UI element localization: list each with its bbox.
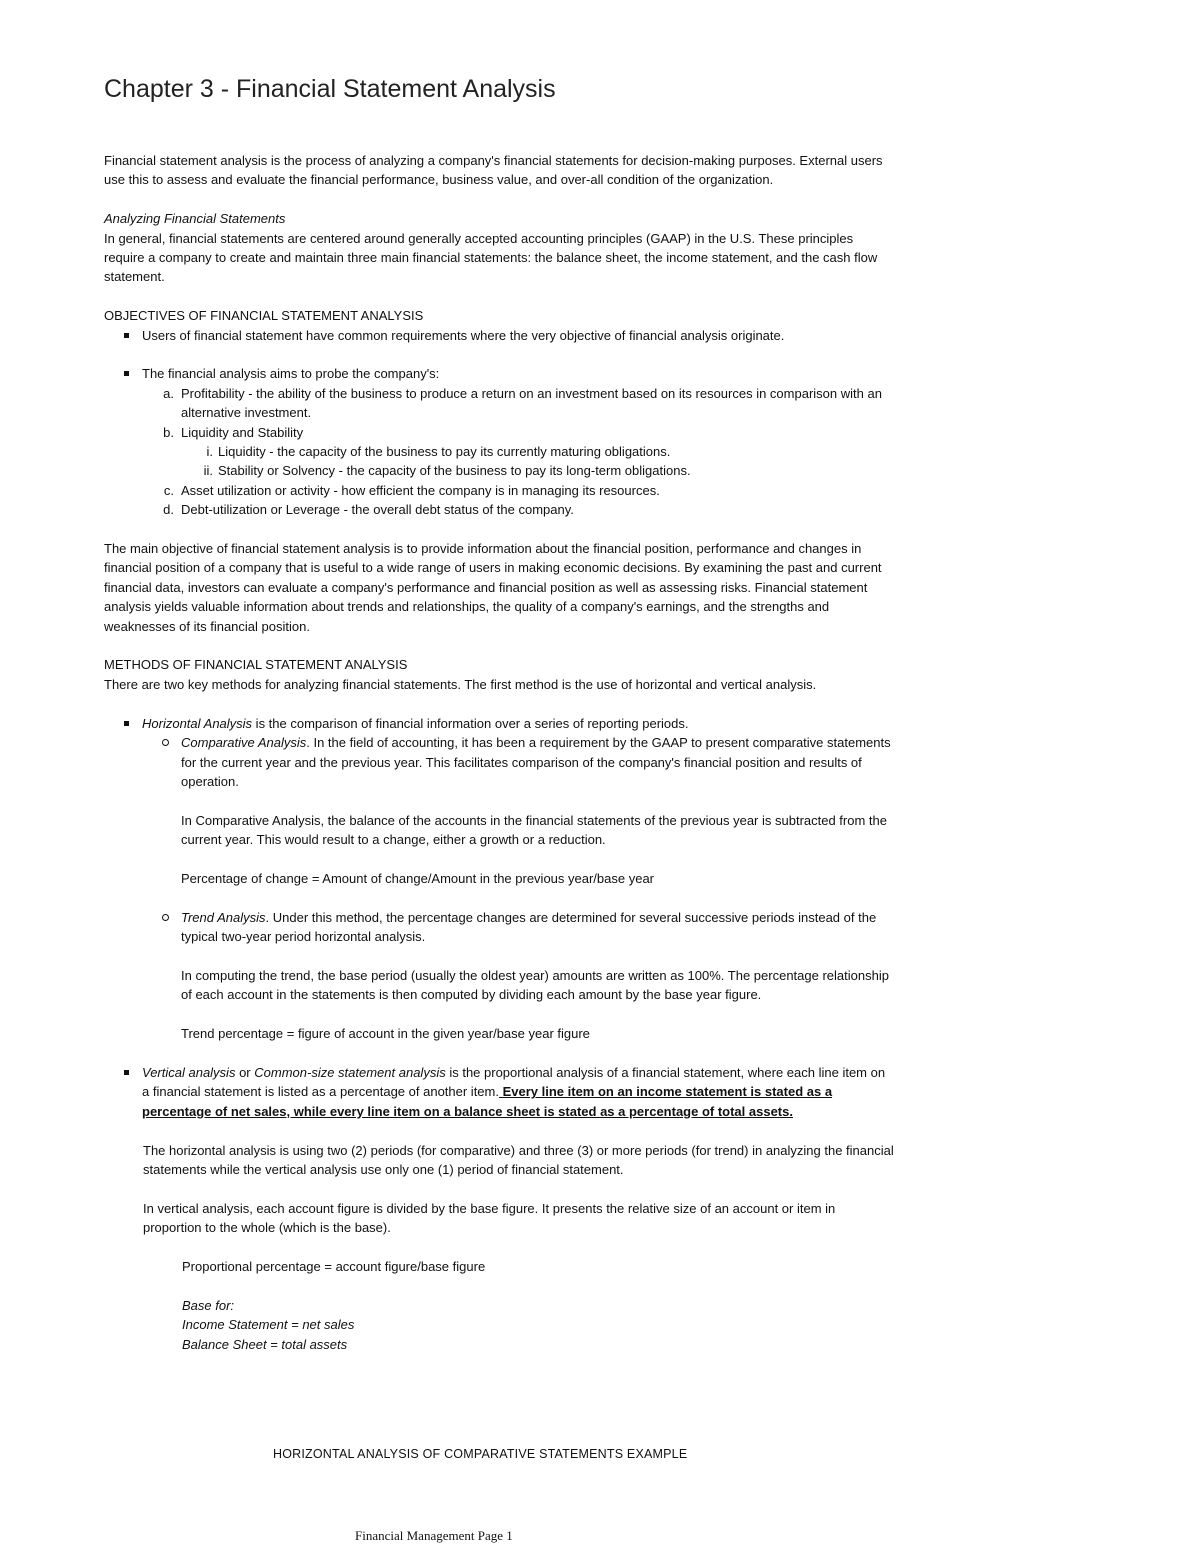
vertical-paragraph-2: In vertical analysis, each account figure is divided by the base figure. It presents the relative size of an account or item in proportion to the whole (which is the base). bbox=[143, 1200, 836, 1236]
methods-heading: METHODS OF FINANCIAL STATEMENT ANALYSIS bbox=[104, 657, 408, 673]
analyzing-paragraph: In general, financial statements are centered around generally accepted accounting principles (GAAP) in the U.S. These principles require a company to create and maintain three main financial statements: the balance sheet, the income statement, and the cash flow statement. bbox=[104, 230, 878, 285]
page-footer: Financial Management Page 1 bbox=[355, 1528, 513, 1543]
objectives-list-2 bbox=[104, 364, 894, 519]
main-objective-paragraph: The main objective of financial statement analysis is to provide information about the financial position, performance and changes in financial position of a company that is useful to a wide range of users in making economic decisions. By examining the past and current financial data, investors can evaluate a company's performance and financial position as well as assessing risks. Financial statement analysis yields valuable information about trends and relationships, the quality of a company's earnings, and the strengths and weaknesses of its financial position. bbox=[104, 541, 882, 634]
methods-intro: There are two key methods for analyzing financial statements. The first method is the use of horizontal and vertical analysis. bbox=[104, 676, 817, 692]
vertical-list bbox=[104, 1063, 894, 1121]
list-item: Trend Analysis. Under this method, the percentage changes are determined for several successive periods instead of the typical two-year period horizontal analysis. In computing the trend, the base period (usually the oldest year) amounts are written as 100%. The percentage relationship of each account in the statements is then computed by dividing each amount by the base year figure. Trend percentage = figure of account in the given year/base year figure bbox=[162, 908, 894, 1044]
comparative-formula: Percentage of change = Amount of change/Amount in the previous year/base year bbox=[181, 870, 655, 886]
list-item: b. Liquidity and Stability i. Liquidity - the capacity of the business to pay its currently maturing obligations. ii. Stability or Solvency - the capacity of the business to pay its long-term obligations. bbox=[162, 423, 894, 481]
list-item: i. Liquidity - the capacity of the business to pay its currently maturing obligations. bbox=[206, 444, 671, 460]
base-balance: Balance Sheet = total assets bbox=[182, 1336, 348, 1352]
list-item: Users of financial statement have common requirements where the very objective of financial analysis originate. bbox=[122, 326, 894, 345]
example-heading: HORIZONTAL ANALYSIS OF COMPARATIVE STATEMENTS EXAMPLE bbox=[273, 1447, 688, 1461]
page-title: Chapter 3 - Financial Statement Analysis bbox=[104, 75, 556, 103]
list-item: ii. Stability or Solvency - the capacity of the business to pay its long-term obligations. bbox=[203, 463, 691, 479]
list-item: c. Asset utilization or activity - how efficient the company is in managing its resources. bbox=[163, 482, 660, 498]
list-item: Horizontal Analysis is the comparison of financial information over a series of reporting periods. Comparative Analysis. In the field of accounting, it has been a requirement by the GAAP to present comparative statements for the current year and the previous year. This facilitates comparison of the company's financial position and results of operation. In Comparative Analysis, the balance of the accounts in the financial statements of the previous year is subtracted from the current year. This would result to a change, either a growth or a reduction. Percentage of change = Amount of change/Amount in the previous year/base year Trend Analysis. Under this method, the percentage changes are determined for several successive periods instead of the typical two-year period horizontal analysis. In computing the trend, the base period (usually the oldest year) amounts are written as 100%. The percentage relationship of each account in the statements is then computed by dividing each amount by the base year figure. Trend percentage = figure of account in the given year/base year figure bbox=[122, 714, 894, 1044]
list-item: Vertical analysis or Common-size statement analysis is the proportional analysis of a financial statement, where each line item on a financial statement is listed as a percentage of another item. Every line item on an income statement is stated as a percentage of net sales, while every line item on a balance sheet is stated as a percentage of total assets. bbox=[122, 1063, 894, 1121]
list-item: The financial analysis aims to probe the company's: a. Profitability - the ability of the business to produce a return on an investment based on its resources in comparison with an alternative investment. b. Liquidity and Stability i. Liquidity - the capacity of the business to pay its currently maturing obligations. ii. Stability or Solvency - the capacity of the business to pay its long-term obligations. c. Asset utilization or activity - how efficient the company is in managing its resources. d. Debt-utilization or Leverage - the overall debt status of the company. bbox=[122, 364, 894, 519]
liquidity-sublist bbox=[181, 442, 894, 481]
vertical-formula: Proportional percentage = account figure/base figure bbox=[182, 1258, 486, 1274]
list-item: d. Debt-utilization or Leverage - the overall debt status of the company. bbox=[163, 502, 574, 518]
base-label: Base for: bbox=[182, 1297, 235, 1313]
list-item: Comparative Analysis. In the field of accounting, it has been a requirement by the GAAP to present comparative statements for the current year and the previous year. This facilitates comparison of the company's financial position and results of operation. In Comparative Analysis, the balance of the accounts in the financial statements of the previous year is subtracted from the current year. This would result to a change, either a growth or a reduction. Percentage of change = Amount of change/Amount in the previous year/base year bbox=[162, 733, 894, 908]
methods-list bbox=[104, 714, 894, 1044]
document-content bbox=[104, 74, 894, 1354]
aims-list bbox=[142, 384, 894, 520]
objectives-list bbox=[104, 326, 894, 345]
comparative-paragraph: In Comparative Analysis, the balance of the accounts in the financial statements of the previous year is subtracted from the current year. This would result to a change, either a growth or a reduction. bbox=[181, 812, 887, 848]
objectives-heading: OBJECTIVES OF FINANCIAL STATEMENT ANALYSIS bbox=[104, 308, 424, 324]
intro-paragraph: Financial statement analysis is the process of analyzing a company's financial statements for decision-making purposes. External users use this to assess and evaluate the financial performance, business value, and over-all condition of the organization. bbox=[104, 153, 883, 188]
horizontal-sublist bbox=[142, 733, 894, 1043]
list-item: a. Profitability - the ability of the business to produce a return on an investment based on its resources in comparison with an alternative investment. bbox=[163, 385, 882, 421]
trend-formula: Trend percentage = figure of account in the given year/base year figure bbox=[181, 1026, 590, 1042]
underlined-statement: Every line item on an income statement is stated as a percentage of net sales, while every line item on a balance sheet is stated as a percentage of total assets. bbox=[142, 1084, 833, 1119]
analyzing-heading: Analyzing Financial Statements bbox=[104, 211, 286, 227]
vertical-paragraph-1: The horizontal analysis is using two (2) periods (for comparative) and three (3) or more periods (for trend) in analyzing the financial statements while the vertical analysis use only one (1) period of financial statement. bbox=[143, 1142, 894, 1177]
trend-paragraph: In computing the trend, the base period (usually the oldest year) amounts are written as 100%. The percentage relationship of each account in the statements is then computed by dividing each amount by the base year figure. bbox=[181, 967, 889, 1003]
base-income: Income Statement = net sales bbox=[182, 1317, 355, 1333]
